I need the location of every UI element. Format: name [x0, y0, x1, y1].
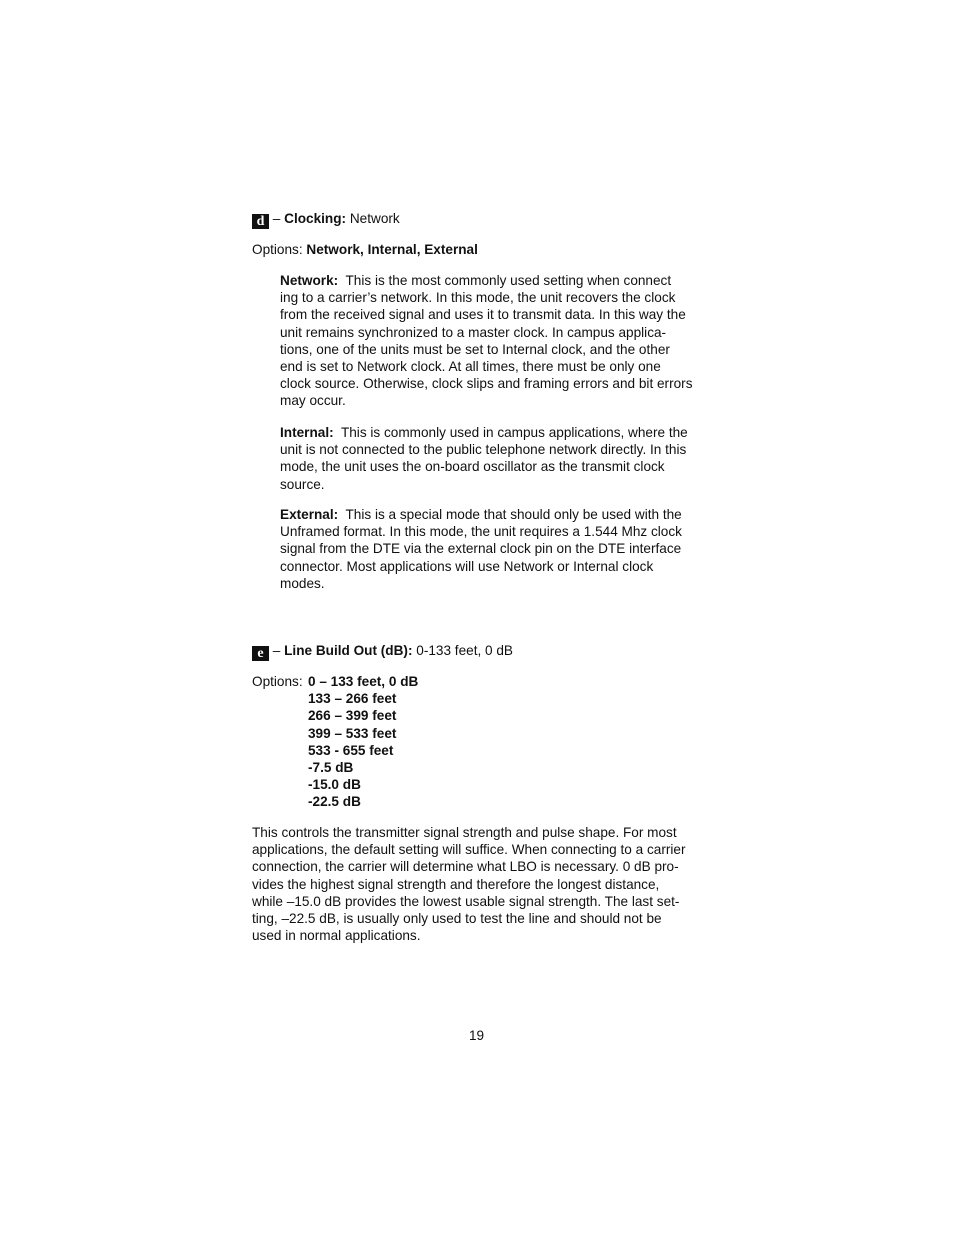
lbo-description-line: This controls the transmitter signal strength and pulse shape. For most	[252, 825, 677, 840]
network-description	[280, 272, 704, 410]
lbo-option: 133 – 266 feet	[308, 691, 397, 707]
section-d-options	[252, 241, 478, 258]
lbo-option: 266 – 399 feet	[308, 708, 397, 724]
section-e-badge: e	[252, 646, 269, 661]
section-d-options-label: Options:	[252, 242, 303, 257]
lbo-description-line: applications, the default setting will suffice. When connecting to a carrier	[252, 842, 686, 858]
lbo-description-line: vides the highest signal strength and therefore the longest distance,	[252, 876, 660, 892]
internal-line: unit is not connected to the public telephone network directly. In this	[280, 442, 687, 458]
external-line: signal from the DTE via the external clock pin on the DTE interface	[280, 541, 682, 557]
lbo-option: 533 - 655 feet	[308, 742, 394, 758]
section-d-default: Network	[349, 211, 400, 226]
section-e-heading	[252, 642, 513, 661]
external-line: This is a special mode that should only be used with the	[345, 507, 682, 522]
lbo-option: -22.5 dB	[308, 794, 361, 810]
section-e-options-label: Options:	[252, 674, 303, 689]
lbo-options-list	[308, 673, 418, 811]
external-line: connector. Most applications will use Network or Internal clock	[280, 558, 654, 574]
page-number: 19	[469, 1028, 485, 1043]
network-line: ing to a carrier’s network. In this mode, the unit recovers the clock	[280, 290, 676, 306]
lbo-option: -7.5 dB	[308, 759, 354, 775]
lbo-description-line: connection, the carrier will determine what LBO is necessary. 0 dB pro-	[252, 859, 679, 875]
external-line: Unframed format. In this mode, the unit requires a 1.544 Mhz clock	[280, 524, 682, 540]
network-line: from the received signal and uses it to transmit data. In this way the	[280, 307, 686, 323]
section-d-heading	[252, 210, 400, 229]
lbo-description-line: while –15.0 dB provides the lowest usable signal strength. The last set-	[252, 893, 680, 909]
internal-label: Internal:	[280, 425, 334, 440]
lbo-description	[252, 824, 704, 944]
network-label: Network:	[280, 273, 339, 288]
internal-line: This is commonly used in campus applications, where the	[340, 425, 688, 440]
external-line: modes.	[280, 575, 325, 591]
network-line: end is set to Network clock. At all times, there must be only one	[280, 359, 661, 375]
internal-line: source.	[280, 476, 325, 492]
network-line: may occur.	[280, 393, 346, 409]
section-d-title: Clocking:	[284, 211, 347, 226]
lbo-description-line: ting, –22.5 dB, is usually only used to test the line and should not be	[252, 911, 662, 927]
lbo-option: 0 – 133 feet, 0 dB	[308, 674, 419, 689]
section-e-dash: –	[272, 643, 281, 658]
section-d-options-value: Network, Internal, External	[306, 242, 478, 257]
network-line: clock source. Otherwise, clock slips and framing errors and bit errors	[280, 376, 693, 392]
internal-line: mode, the unit uses the on-board oscillator as the transmit clock	[280, 459, 665, 475]
internal-description	[280, 424, 704, 493]
section-d-badge: d	[252, 214, 269, 229]
external-label: External:	[280, 507, 339, 522]
network-line: unit remains synchronized to a master clock. In campus applica-	[280, 324, 667, 340]
lbo-option: 399 – 533 feet	[308, 725, 397, 741]
section-e-title: Line Build Out (dB):	[284, 643, 413, 658]
lbo-description-line: used in normal applications.	[252, 928, 421, 944]
section-e-default: 0-133 feet, 0 dB	[416, 643, 514, 658]
section-d-dash: –	[272, 211, 281, 226]
external-description	[280, 506, 704, 592]
lbo-option: -15.0 dB	[308, 777, 361, 793]
network-line: This is the most commonly used setting when connect	[345, 273, 672, 288]
network-line: tions, one of the units must be set to Internal clock, and the other	[280, 341, 670, 357]
